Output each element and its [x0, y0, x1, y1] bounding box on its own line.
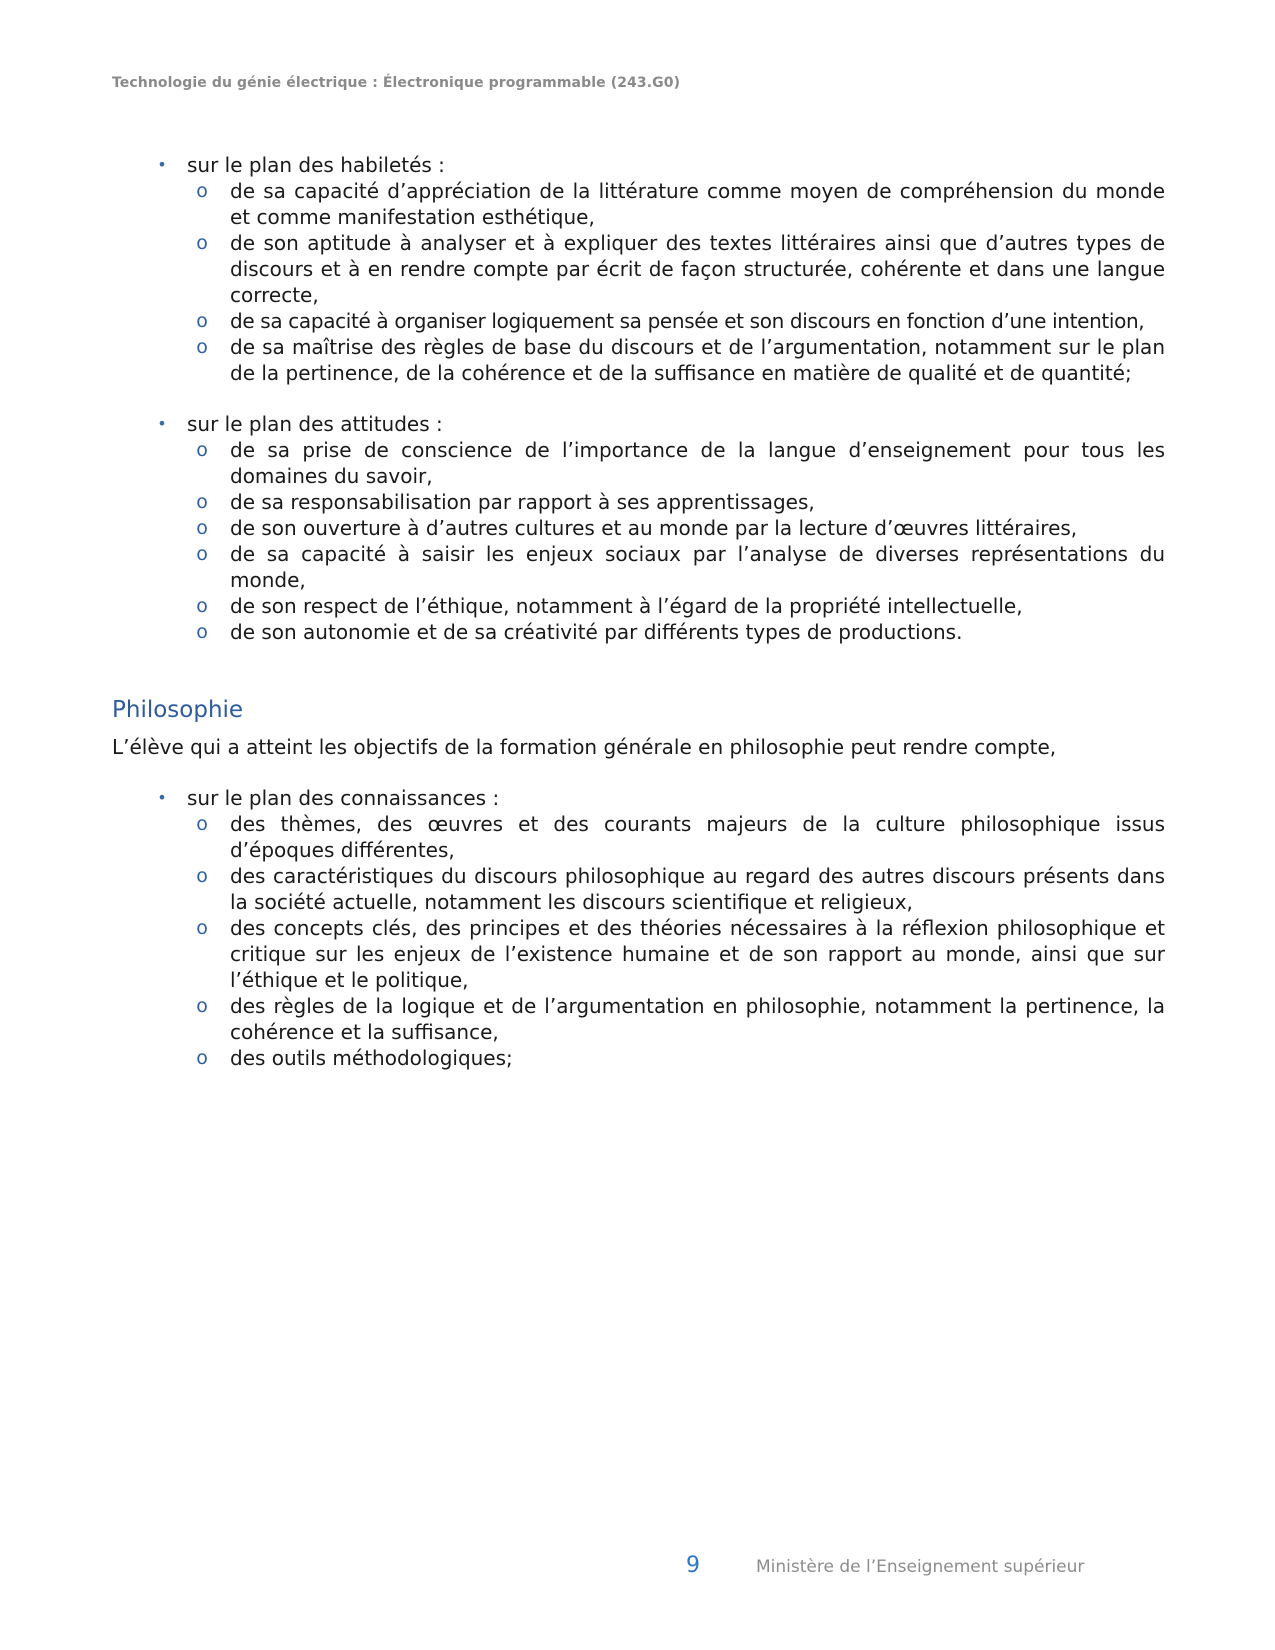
sub-bullet-marker: o: [196, 543, 208, 565]
sub-bullet-marker: o: [196, 865, 208, 887]
sub-bullet-marker: o: [196, 517, 208, 539]
list-item: o de son ouverture à d’autres cultures et au monde par la lecture d’œuvres littéraires,: [112, 515, 1165, 541]
sub-bullet-marker: o: [196, 336, 208, 358]
section-intro: L’élève qui a atteint les objectifs de la formation générale en philosophie peut rendre compte,: [112, 735, 1057, 759]
list-item: o de sa capacité d’appréciation de la littérature comme moyen de compréhension du monde et comme manifestation esthétique,: [112, 178, 1165, 230]
bullet-connaissances: [112, 785, 1165, 1071]
section-philosophie: [112, 695, 1165, 1071]
list-item: o des règles de la logique et de l’argumentation en philosophie, notamment la pertinence, la cohérence et la suffisance,: [112, 993, 1165, 1045]
sub-bullet-marker: o: [196, 180, 208, 202]
sub-bullet-marker: o: [196, 439, 208, 461]
list-item: o de sa responsabilisation par rapport à ses apprentissages,: [112, 489, 1165, 515]
list-item: o des caractéristiques du discours philosophique au regard des autres discours présents dans la société actuelle, notamment les discours scientifique et religieux,: [112, 863, 1165, 915]
bullet-marker: •: [157, 155, 167, 174]
bullet-label: sur le plan des habiletés :: [187, 153, 445, 177]
list-item: o de sa capacité à saisir les enjeux sociaux par l’analyse de diverses représentations du monde,: [112, 541, 1165, 593]
bullet-label: sur le plan des attitudes :: [187, 412, 443, 436]
section-continued: [112, 152, 1165, 645]
bullet-marker: •: [157, 788, 167, 807]
bullet-marker: •: [157, 414, 167, 433]
section-title: Philosophie: [112, 697, 244, 723]
list-item: o de sa prise de conscience de l’importance de la langue d’enseignement pour tous les domaines du savoir,: [112, 437, 1165, 489]
list-item: o des concepts clés, des principes et des théories nécessaires à la réflexion philosophique et critique sur les enjeux de l’existence humaine et de son rapport au monde, ainsi que sur l’éthique et le politique,: [112, 915, 1165, 993]
list-item: o des outils méthodologiques;: [112, 1045, 1165, 1071]
sub-bullet-marker: o: [196, 595, 208, 617]
footer-organization: Ministère de l’Enseignement supérieur: [756, 1557, 1085, 1577]
running-header: Technologie du génie électrique : Électronique programmable (243.G0): [112, 75, 681, 91]
sub-bullet-marker: o: [196, 491, 208, 513]
bullet-attitudes: [112, 411, 1165, 645]
bullet-label: sur le plan des connaissances :: [187, 786, 500, 810]
list-item: o de son aptitude à analyser et à expliquer des textes littéraires ainsi que d’autres types de discours et à en rendre compte par écrit de façon structurée, cohérente et dans une langue correcte,: [112, 230, 1165, 308]
sub-bullet-marker: o: [196, 917, 208, 939]
list-item: o de sa maîtrise des règles de base du discours et de l’argumentation, notamment sur le plan de la pertinence, de la cohérence et de la suffisance en matière de qualité et de quantité;: [112, 334, 1165, 386]
list-item: o de son respect de l’éthique, notamment à l’égard de la propriété intellectuelle,: [112, 593, 1165, 619]
sub-bullet-marker: o: [196, 621, 208, 643]
document-body: [112, 152, 1165, 1071]
sub-bullet-marker: o: [196, 232, 208, 254]
sub-bullet-marker: o: [196, 813, 208, 835]
sub-bullet-marker: o: [196, 1047, 208, 1069]
sub-bullet-marker: o: [196, 310, 208, 332]
bullet-habiletes: [112, 152, 1165, 386]
page-number: 9: [686, 1553, 700, 1578]
list-item: o des thèmes, des œuvres et des courants majeurs de la culture philosophique issus d’époques différentes,: [112, 811, 1165, 863]
list-item: o de sa capacité à organiser logiquement sa pensée et son discours en fonction d’une intention,: [112, 308, 1165, 334]
list-item: o de son autonomie et de sa créativité par différents types de productions.: [112, 619, 1165, 645]
sub-bullet-marker: o: [196, 995, 208, 1017]
